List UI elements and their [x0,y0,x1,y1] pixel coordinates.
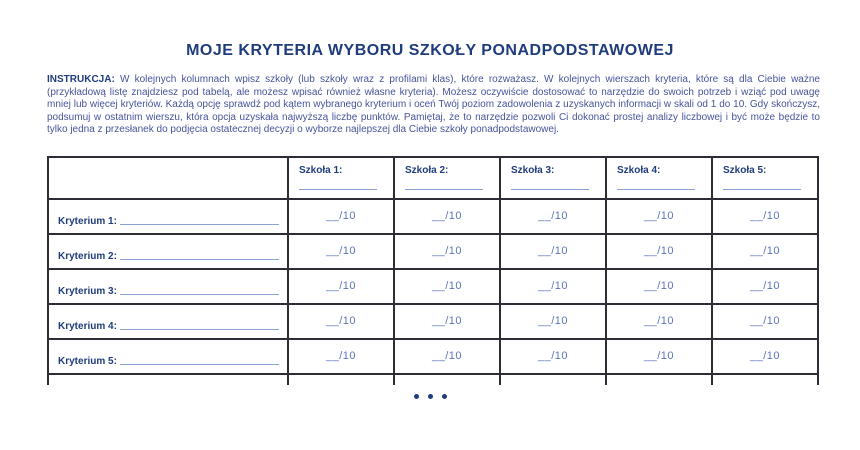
ellipsis-dot [414,394,419,399]
score-value: __/10 [431,315,463,327]
criterion-4-label: Kryterium 4: [58,320,117,332]
score-value: __/10 [643,315,675,327]
score-cell [500,304,606,339]
ellipsis-dot [428,394,433,399]
score-cell [500,234,606,269]
criteria-table [47,156,819,385]
school-2-header-cell [394,157,500,199]
school-2-header-label: Szkoła 2: [405,164,449,176]
school-5-header-label: Szkoła 5: [723,164,767,176]
score-cell [606,199,712,234]
score-value: __/10 [325,280,357,292]
truncated-cell [288,374,394,385]
score-cell [288,234,394,269]
score-cell [712,339,818,374]
school-5-header-cell [712,157,818,199]
school-2-name-blank [405,189,483,190]
criterion-1-blank [120,224,279,225]
truncated-cell [394,374,500,385]
truncated-cell [712,374,818,385]
truncated-cell [500,374,606,385]
score-cell [288,304,394,339]
score-value: __/10 [431,280,463,292]
ellipsis-dot [442,394,447,399]
score-value: __/10 [749,350,781,362]
instructions-label: INSTRUKCJA: [47,74,115,85]
corner-empty-cell [48,157,288,199]
score-cell [606,234,712,269]
score-cell [712,269,818,304]
school-1-name-blank [299,189,377,190]
score-value: __/10 [537,210,569,222]
criterion-3-row [48,269,818,304]
score-cell [288,269,394,304]
score-value: __/10 [537,350,569,362]
score-value: __/10 [431,210,463,222]
criterion-1-label: Kryterium 1: [58,215,117,227]
score-value: __/10 [749,280,781,292]
criterion-5-label: Kryterium 5: [58,355,117,367]
school-4-header-cell [606,157,712,199]
score-value: __/10 [749,245,781,257]
school-4-name-blank [617,189,695,190]
score-value: __/10 [643,245,675,257]
score-value: __/10 [537,245,569,257]
instructions-paragraph [47,74,820,137]
score-cell [394,304,500,339]
criterion-4-blank [120,329,279,330]
score-cell [712,199,818,234]
criterion-2-label-cell [48,234,288,269]
truncated-next-row [48,374,818,385]
criterion-4-label-cell [48,304,288,339]
school-1-header-label: Szkoła 1: [299,164,343,176]
criterion-3-label-cell [48,269,288,304]
score-value: __/10 [431,350,463,362]
score-value: __/10 [325,210,357,222]
criterion-5-label-cell [48,339,288,374]
score-value: __/10 [749,315,781,327]
score-value: __/10 [325,315,357,327]
school-3-header-label: Szkoła 3: [511,164,555,176]
score-value: __/10 [537,315,569,327]
criterion-5-blank [120,364,279,365]
criterion-5-row [48,339,818,374]
score-cell [606,304,712,339]
score-cell [394,234,500,269]
score-value: __/10 [643,280,675,292]
criterion-1-row [48,199,818,234]
score-value: __/10 [749,210,781,222]
school-5-name-blank [723,189,801,190]
score-value: __/10 [537,280,569,292]
score-cell [288,339,394,374]
school-3-name-blank [511,189,589,190]
school-3-header-cell [500,157,606,199]
school-4-header-label: Szkoła 4: [617,164,661,176]
score-cell [500,199,606,234]
criterion-3-blank [120,294,279,295]
criterion-2-label: Kryterium 2: [58,250,117,262]
score-cell [712,304,818,339]
criterion-2-blank [120,259,279,260]
school-1-header-cell [288,157,394,199]
criterion-2-row [48,234,818,269]
score-value: __/10 [643,210,675,222]
score-value: __/10 [325,245,357,257]
instructions-text: W kolejnych kolumnach wpisz szkoły (lub szkoły wraz z profilami klas), które rozważasz. W kolejnych wierszach kryteria, które są dla Ciebie ważne (przykładową listę znajdziesz pod tabelą, ale możesz wpisać również własne kryteria). Możesz oczywiście dostosować to narzędzie do swoich potrzeb i wziąć pod uwagę mniej lub więcej kryteriów. Każdą opcję sprawdź pod kątem wybranego kryterium i oceń Twój poziom zadowolenia z uzyskanych informacji w skali od 1 do 10. Gdy skończysz, podsumuj w ostatnim wierszu, która opcja uzyskała najwyższą liczbę punktów. Pamiętaj, że to narzędzie pozwoli Ci dokonać prostej analizy liczbowej i być może będzie to tylko jedna z przesłanek do podjęcia ostatecznej decyzji o wyborze najlepszej dla Ciebie szkoły ponadpodstawowej. [47,74,820,135]
score-cell [606,269,712,304]
score-cell [500,269,606,304]
score-cell [394,339,500,374]
truncated-cell [48,374,288,385]
page-title: MOJE KRYTERIA WYBORU SZKOŁY PONADPODSTAWOWEJ [186,42,674,59]
score-cell [288,199,394,234]
score-value: __/10 [431,245,463,257]
table-continues-ellipsis [0,394,860,399]
score-value: __/10 [643,350,675,362]
score-cell [394,199,500,234]
criterion-3-label: Kryterium 3: [58,285,117,297]
table-header-row [48,157,818,199]
truncated-cell [606,374,712,385]
criterion-4-row [48,304,818,339]
score-cell [500,339,606,374]
score-cell [606,339,712,374]
score-cell [394,269,500,304]
score-value: __/10 [325,350,357,362]
criterion-1-label-cell [48,199,288,234]
score-cell [712,234,818,269]
